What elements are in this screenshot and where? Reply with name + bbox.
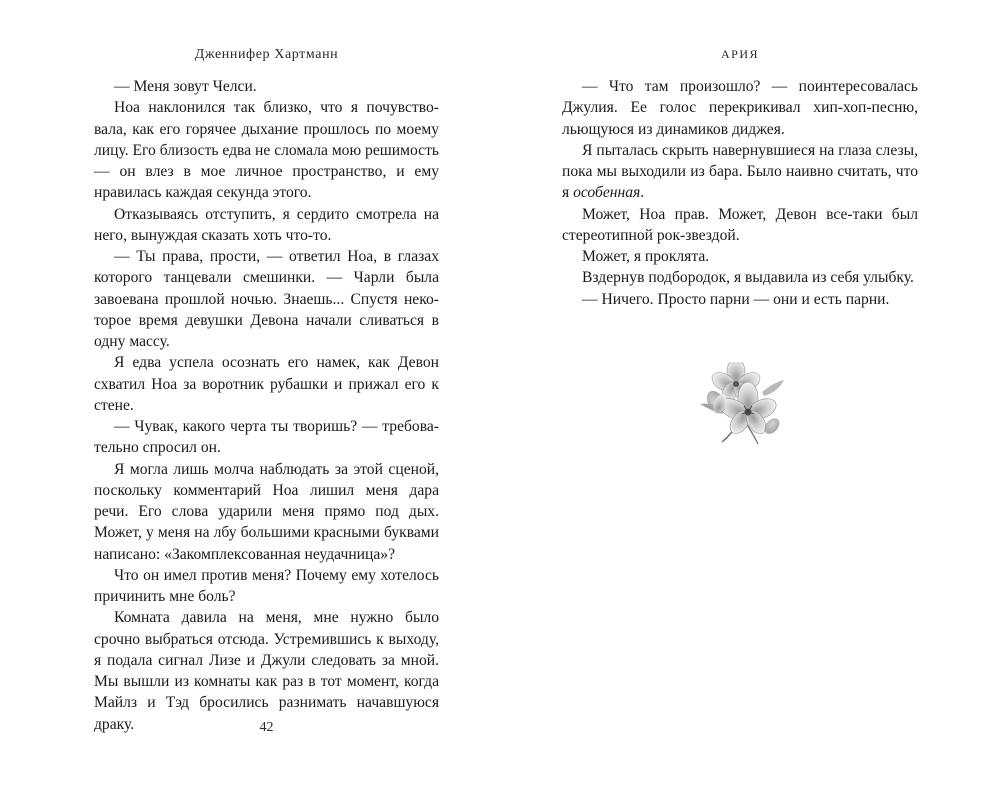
paragraph: — Ты права, прости, — ответил Ноа, в глазах которого танцевали смешинки. — Чарли была завоевана прошлой ночью. Знаешь... Спустя некоторое время девушки Девона начали сливаться в одну массу. xyxy=(94,248,439,350)
paragraph: Я пыталась скрыть навернувшиеся на глаза слезы, пока мы выходили из бара. Было наивно считать, что я особенная. xyxy=(562,141,918,202)
paragraph: Вздернув подбородок, я выдавила из себя улыбку. xyxy=(582,269,914,287)
right-text-block xyxy=(562,76,918,310)
paragraph: Может, я проклята. xyxy=(582,248,710,265)
emphasis-word: особенная xyxy=(573,184,641,202)
paragraph: Я едва успела осознать его намек, как Девон схватил Ноа за воротник рубашки и прижал его к стене. xyxy=(94,354,439,414)
left-page xyxy=(94,0,439,806)
flower-ornament-icon xyxy=(692,362,792,446)
paragraph: Может, Ноа прав. Может, Девон все-таки был стереотипной рок-звездой. xyxy=(562,205,918,244)
paragraph: Отказываясь отступить, я сердито смотрела на него, вынуждая сказать хоть что-то. xyxy=(94,205,439,244)
running-head-title: АРИЯ xyxy=(720,47,759,61)
paragraph: — Ничего. Просто парни — они и есть парни. xyxy=(582,290,890,308)
paragraph: Что он имел против меня? Почему ему хотелось причинить мне боль? xyxy=(94,566,439,605)
page-number: 42 xyxy=(259,720,274,735)
left-text-block xyxy=(94,76,439,735)
right-page xyxy=(562,0,918,806)
paragraph: Комната давила на меня, мне нужно было срочно выбраться отсюда. Устремившись к выходу, я подала сигнал Лизе и Джули следовать за мной. Мы вышли из комнаты как раз в тот момент, когда Майлз и Тэд бросились разнимать начавшуюся драку. xyxy=(94,609,439,733)
running-head-author: Дженнифер Хартманн xyxy=(194,47,339,62)
paragraph: — Что там произошло? — поинтересовалась Джулия. Ее голос перекрикивал хип-хоп-песню, льющуюся из динамиков диджея. xyxy=(562,78,918,138)
paragraph: — Меня зовут Челси. xyxy=(114,78,257,95)
paragraph: — Чувак, какого черта ты творишь? — требовательно спросил он. xyxy=(94,418,439,457)
paragraph: Ноа наклонился так близко, что я почувствовала, как его горячее дыхание прошлось по моему лицу. Его близость едва не сломала мою решимость — он влез в мое личное пространство, и ему нравилась каждая секунда этого. xyxy=(94,99,440,202)
paragraph: Я могла лишь молча наблюдать за этой сценой, поскольку комментарий Ноа лишил меня дара речи. Его слова ударили меня прямо под дых. Может, у меня на лбу большими красными буквами написано: «Закомплексованная неудачница»? xyxy=(94,460,439,563)
